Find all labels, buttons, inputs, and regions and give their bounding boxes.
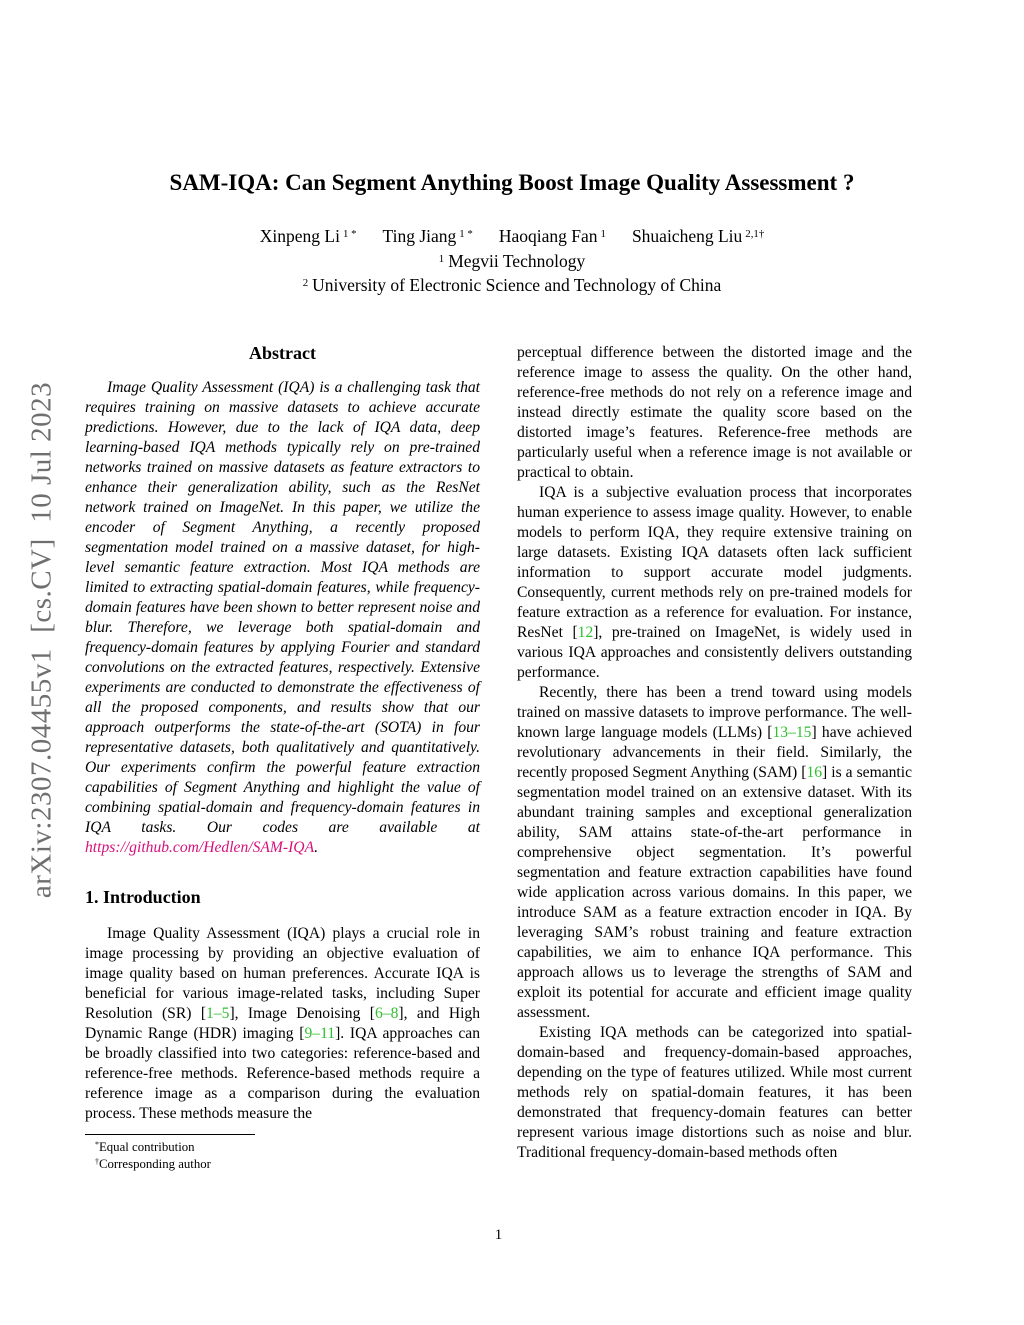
citation-link[interactable]: 13–15 bbox=[772, 724, 812, 741]
text-run: ] is a semantic segmentation model trained on an extensive dataset. With its abundant training samples and exceptional generalization ability, SAM attains state-of-the-art performance in comprehensive object segmentation. It’s powerful segmentation and feature extraction capabilities have found wide application across various domains. In this paper, we introduce SAM as a feature extraction encoder in IQA. By leveraging SAM’s robust training and feature extraction capabilities, we aim to enhance IQA performance. This approach allows us to leverage the strengths of SAM and exploit its potential for accurate and efficient image quality assessment. bbox=[517, 764, 912, 1021]
column-left bbox=[85, 343, 480, 1173]
author-name: Ting Jiang $^{1 *}$ bbox=[382, 226, 473, 246]
text-run: . bbox=[314, 839, 319, 856]
url-link[interactable]: https://github.com/Hedlen/SAM-IQA bbox=[85, 839, 315, 856]
text-run: ], Image Denoising [ bbox=[229, 1005, 376, 1022]
text-run: ] have achieved revolutionary advancements in their field. Similarly, the recently proposed Segment Anything (SAM) [ bbox=[517, 724, 912, 781]
text-run: Image Quality Assessment (IQA) is a challenging task that requires training on massive datasets to achieve accurate predictions. However, due to the lack of IQA data, deep learning-based IQA methods typically rely on pre-trained networks trained on massive datasets as feature extractors to enhance their generalization ability, such as the ResNet network trained on ImageNet. In this paper, we utilize the encoder of Segment Anything, a recently proposed segmentation model trained on a massive dataset, for high-level semantic feature extraction. Most IQA methods are limited to extracting spatial-domain features, while frequency-domain features have been shown to better represent noise and blur. Therefore, we leverage both spatial-domain and frequency-domain features by applying Fourier and standard convolutions on the extracted features, respectively. Extensive experiments are conducted to demonstrate the effectiveness of all the proposed components, and results show that our approach outperforms the state-of-the-art (SOTA) in four representative datasets, both qualitatively and quantitatively. Our experiments confirm the powerful feature extraction capabilities of Segment Anything and highlight the value of combining spatial-domain and frequency-domain features in IQA tasks. Our codes are available at bbox=[85, 379, 480, 836]
author-superscript: 1 * bbox=[342, 228, 357, 241]
intro-paragraph bbox=[85, 924, 480, 1124]
text-run: ], and High Dynamic Range (HDR) imaging [ bbox=[85, 1005, 481, 1042]
affiliation-line: $^2$ University of Electronic Science and Technology of China bbox=[302, 275, 722, 295]
author-superscript: 1 bbox=[600, 228, 606, 241]
footnote-divider bbox=[85, 1134, 255, 1135]
text-run: Recently, there has been a trend toward using models trained on massive datasets to improve performance. The well-known large language models (LLMs) [ bbox=[517, 684, 912, 741]
citation-link[interactable]: 16 bbox=[806, 764, 823, 781]
footnotes-block bbox=[85, 1134, 480, 1173]
author-superscript: 2,1† bbox=[745, 228, 765, 241]
paper-header bbox=[0, 0, 1024, 297]
column-right bbox=[517, 343, 912, 1173]
citation-link[interactable]: 12 bbox=[577, 624, 594, 641]
text-run: perceptual difference between the distorted image and the reference image to assess the quality. On the other hand, reference-free methods do not rely on a reference image and instead directly estimate the quality score based on the distorted image’s features. Reference-free methods are particularly useful when a reference image is not available or practical to obtain. bbox=[517, 344, 912, 481]
text-run: ]. IQA approaches can be broadly classified into two categories: reference-based and reference-free methods. Reference-based methods require a reference image as a comparison during the evaluation process. These methods measure the bbox=[85, 1025, 480, 1122]
author-name: Haoqiang Fan $^1$ bbox=[498, 226, 606, 246]
author-name: Xinpeng Li $^{1 *}$ bbox=[259, 226, 357, 246]
text-run: Existing IQA methods can be categorized into spatial-domain-based and frequency-domain-based approaches, depending on the type of features utilized. While most current methods rely on spatial-domain features, it has been demonstrated that frequency-domain features can better represent various image distortions such as noise and blur. Traditional frequency-domain-based methods often bbox=[517, 1024, 912, 1161]
footnote-item: †Corresponding author bbox=[95, 1157, 211, 1171]
abstract-heading: Abstract bbox=[249, 343, 316, 363]
two-column-body bbox=[0, 343, 1024, 1173]
citation-link[interactable]: 1–5 bbox=[206, 1005, 230, 1022]
page-number: 1 bbox=[494, 1227, 503, 1243]
footnote-list bbox=[85, 1139, 480, 1173]
text-run: Image Quality Assessment (IQA) plays a crucial role in image processing by providing an objective evaluation of image quality based on human preferences. Accurate IQA is beneficial for various image-related tasks, including Super Resolution (SR) [ bbox=[85, 925, 480, 1022]
citation-link[interactable]: 6–8 bbox=[375, 1005, 399, 1022]
author-superscript: 1 * bbox=[459, 228, 473, 241]
author-name: Shuaicheng Liu $^{2,1\dagger}$ bbox=[631, 226, 765, 246]
text-run: ], pre-trained on ImageNet, is widely used in various IQA approaches and consistently delivers outstanding performance. bbox=[517, 624, 912, 681]
footnote-item: *Equal contribution bbox=[95, 1140, 195, 1154]
section-heading-introduction: 1. Introduction bbox=[85, 887, 201, 907]
body-paragraph bbox=[517, 1023, 912, 1163]
abstract-text bbox=[85, 378, 480, 858]
affiliation-line: $^1$ Megvii Technology bbox=[438, 251, 586, 271]
body-paragraph bbox=[517, 343, 912, 483]
arxiv-watermark: arXiv:2307.04455v1 [cs.CV] 10 Jul 2023 bbox=[25, 381, 58, 899]
body-paragraph bbox=[517, 683, 912, 1023]
citation-link[interactable]: 9–11 bbox=[304, 1025, 336, 1042]
authors-line bbox=[0, 226, 1024, 247]
text-run: IQA is a subjective evaluation process that incorporates human experience to assess image quality. However, to enable models to perform IQA, they require extensive training on large datasets. Existing IQA datasets often lack sufficient information to support accurate model judgments. Consequently, current methods rely on pre-trained models for feature extraction as a reference for evaluation. For instance, ResNet [ bbox=[517, 484, 912, 641]
affiliations-block bbox=[0, 249, 1024, 297]
paper-title: SAM-IQA: Can Segment Anything Boost Image Quality Assessment ? bbox=[169, 170, 855, 195]
body-paragraph bbox=[517, 483, 912, 683]
